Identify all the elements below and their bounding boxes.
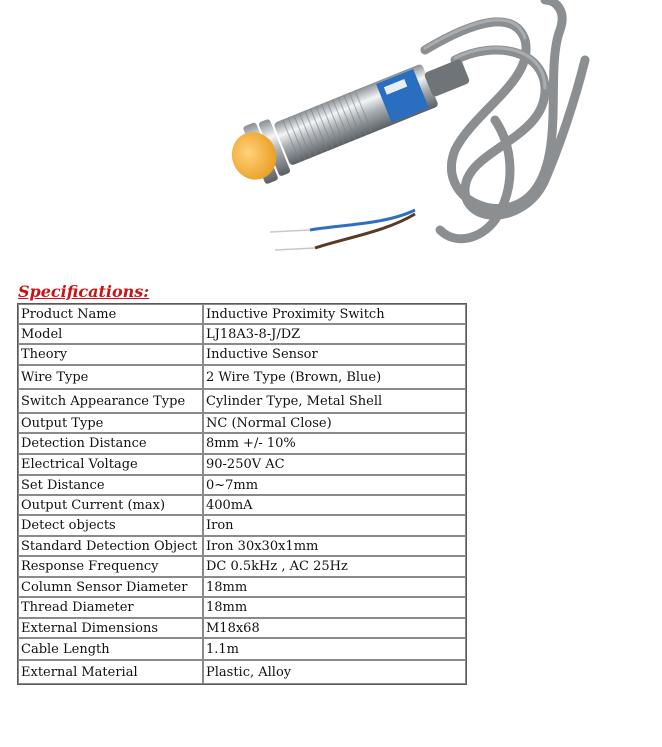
table-row [18,433,466,454]
spec-value: 18mm [203,597,466,618]
spec-label: Detection Distance [18,433,203,454]
spec-value: 2 Wire Type (Brown, Blue) [203,365,466,389]
spec-label: Response Frequency [18,556,203,577]
table-row [18,577,466,597]
spec-label: Model [18,324,203,344]
table-row [18,638,466,660]
spec-value: 0~7mm [203,475,466,495]
specifications-table [17,303,467,685]
table-row [18,304,466,324]
spec-value: 400mA [203,495,466,515]
spec-label: Product Name [18,304,203,324]
table-row [18,597,466,618]
table-row [18,475,466,495]
spec-label: Output Type [18,413,203,433]
table-row [18,556,466,577]
spec-label: Thread Diameter [18,597,203,618]
table-row [18,365,466,389]
table-row [18,413,466,433]
spec-value: Inductive Sensor [203,344,466,365]
spec-label: Wire Type [18,365,203,389]
spec-value: NC (Normal Close) [203,413,466,433]
spec-label: External Material [18,660,203,684]
spec-value: 8mm +/- 10% [203,433,466,454]
table-row [18,660,466,684]
table-row [18,454,466,475]
spec-label: Output Current (max) [18,495,203,515]
spec-label: Theory [18,344,203,365]
spec-value: Plastic, Alloy [203,660,466,684]
spec-value: Inductive Proximity Switch [203,304,466,324]
spec-value: DC 0.5kHz , AC 25Hz [203,556,466,577]
spec-value: Iron [203,515,466,536]
spec-value: 1.1m [203,638,466,660]
specifications-heading: Specifications: [18,282,150,301]
spec-value: M18x68 [203,618,466,638]
spec-label: Switch Appearance Type [18,389,203,413]
spec-label: Column Sensor Diameter [18,577,203,597]
spec-value: 18mm [203,577,466,597]
table-row [18,536,466,556]
table-row [18,324,466,344]
spec-label: Detect objects [18,515,203,536]
table-row [18,344,466,365]
spec-label: External Dimensions [18,618,203,638]
spec-label: Cable Length [18,638,203,660]
spec-value: Iron 30x30x1mm [203,536,466,556]
spec-label: Standard Detection Object [18,536,203,556]
table-row [18,515,466,536]
spec-label: Electrical Voltage [18,454,203,475]
spec-value: 90-250V AC [203,454,466,475]
spec-value: LJ18A3-8-J/DZ [203,324,466,344]
spec-value: Cylinder Type, Metal Shell [203,389,466,413]
table-row [18,618,466,638]
table-row [18,495,466,515]
spec-label: Set Distance [18,475,203,495]
product-photo [215,0,595,265]
table-row [18,389,466,413]
